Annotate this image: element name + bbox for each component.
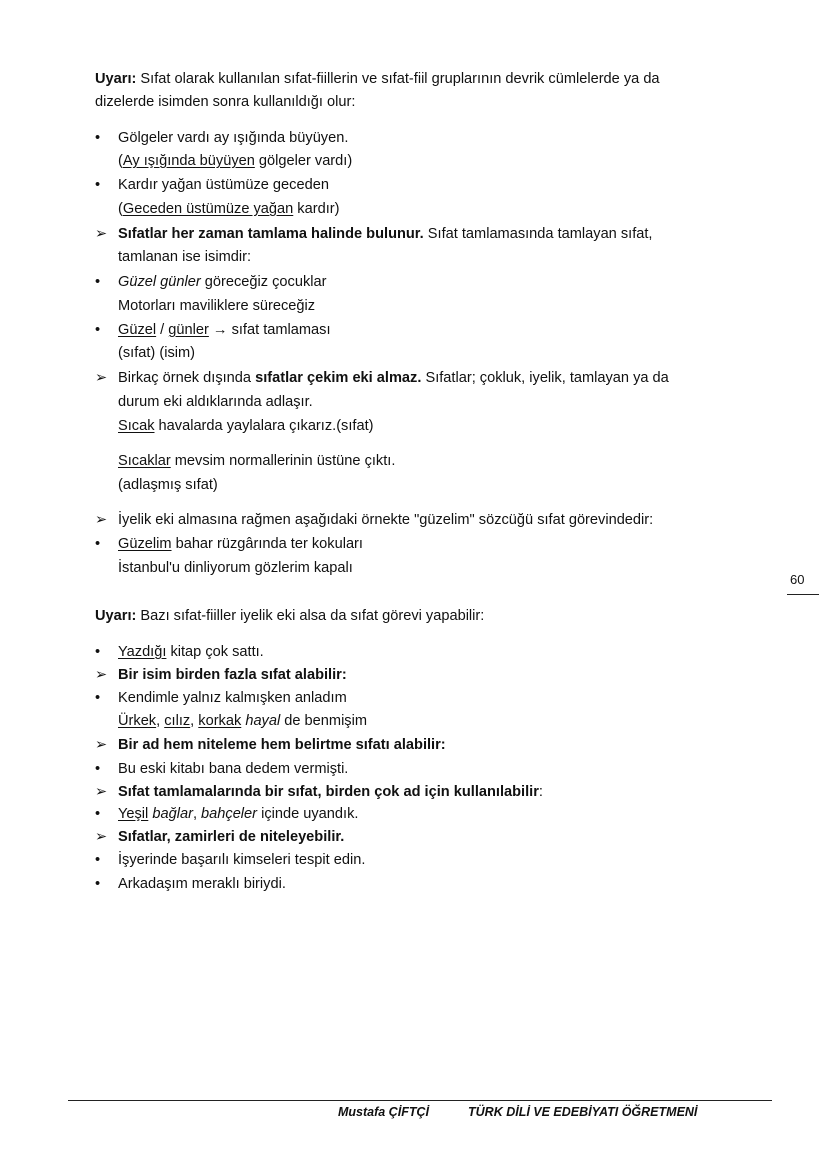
bullet-icon: • — [95, 852, 101, 868]
arrow-bullet-icon: ➢ — [95, 737, 108, 753]
text: Kardır yağan üstümüze geceden — [118, 177, 329, 193]
text-line — [118, 199, 339, 219]
text: İstanbul'u dinliyorum gözlerim kapalı — [118, 560, 353, 576]
arrow-bullet-icon: ➢ — [95, 667, 108, 683]
text: Arkadaşım meraklı biriydi. — [118, 876, 286, 892]
text-line — [118, 151, 352, 171]
bullet-icon: • — [95, 130, 101, 146]
text-line — [118, 558, 353, 578]
text-line — [118, 475, 218, 495]
bold-text: Bir ad hem niteleme hem belirtme sıfatı alabilir: — [118, 737, 446, 753]
underlined-text: Güzel — [118, 322, 157, 338]
bold-text: sıfatlar çekim eki almaz. — [255, 370, 422, 386]
underlined-text: Sıcaklar — [118, 453, 171, 469]
text: İyelik eki almasına rağmen aşağıdaki örnekte "güzelim" sözcüğü sıfat görevindedir: — [118, 512, 654, 528]
text: tamlanan ise isimdir: — [118, 249, 252, 265]
text: Bu eski kitabı bana dedem vermişti. — [118, 761, 349, 777]
list-item — [95, 224, 653, 244]
bold-text: Sıfatlar her zaman tamlama halinde bulunur. — [118, 226, 424, 242]
bold-text: Sıfat tamlamalarında bir sıfat, birden çok ad için kullanılabilir — [118, 784, 539, 800]
text-line — [95, 69, 660, 89]
text: Sıfat tamlamasında tamlayan sıfat, — [423, 226, 653, 242]
text-line — [118, 711, 367, 731]
bullet-icon: • — [95, 274, 101, 290]
list-item — [95, 782, 543, 802]
text: göreceğiz çocuklar — [200, 274, 327, 290]
italic-text: bağlar — [152, 806, 193, 822]
list-item — [95, 175, 329, 195]
text: ( — [118, 201, 123, 217]
text: içinde uyandık. — [257, 806, 359, 822]
list-item — [95, 850, 366, 870]
arrow-bullet-icon: ➢ — [95, 512, 108, 528]
list-item — [95, 534, 363, 554]
underlined-text: Yazdığı — [118, 644, 167, 660]
text: (adlaşmış sıfat) — [118, 477, 218, 493]
list-item — [95, 272, 327, 292]
text: Motorları maviliklere süreceğiz — [118, 298, 316, 314]
footer-role: TÜRK DİLİ VE EDEBİYATI ÖĞRETMENİ — [468, 1105, 698, 1119]
underlined-text: Ay ışığında büyüyen — [122, 153, 255, 169]
text-line — [118, 451, 395, 471]
text: havalarda yaylalara çıkarız.(sıfat) — [154, 418, 374, 434]
underlined-text: korkak — [198, 713, 242, 729]
italic-text: bahçeler — [201, 806, 258, 822]
list-item — [95, 665, 347, 685]
footer-author: Mustafa ÇİFTÇİ — [338, 1105, 429, 1119]
underlined-text: Geceden üstümüze yağan — [122, 201, 294, 217]
text: de benmişim — [280, 713, 368, 729]
text: ( — [118, 153, 123, 169]
bullet-icon: • — [95, 644, 101, 660]
bullet-icon: • — [95, 690, 101, 706]
bold-text: Uyarı: — [95, 608, 137, 624]
text-line — [118, 247, 251, 267]
text-line — [95, 606, 484, 626]
underlined-text: Sıcak — [118, 418, 155, 434]
text: : — [538, 784, 543, 800]
underlined-text: Ürkek — [118, 713, 157, 729]
bold-text: Uyarı: — [95, 71, 137, 87]
text: durum eki aldıklarında adlaşır. — [118, 394, 313, 410]
text: (sıfat) (isim) — [118, 345, 196, 361]
bullet-icon: • — [95, 536, 101, 552]
list-item — [95, 642, 264, 662]
bullet-icon: • — [95, 322, 101, 338]
text: gölgeler vardı) — [254, 153, 353, 169]
footer-divider — [68, 1100, 772, 1101]
text: bahar rüzgârında ter kokuları — [171, 536, 363, 552]
text-line — [118, 343, 195, 363]
list-item — [95, 368, 669, 388]
arrow-bullet-icon: ➢ — [95, 784, 108, 800]
bold-text: Bir isim birden fazla sıfat alabilir: — [118, 667, 347, 683]
list-item — [95, 320, 331, 340]
text: kitap çok sattı. — [166, 644, 264, 660]
text: Sıfat olarak kullanılan sıfat-fiillerin ve sıfat-fiil gruplarının devrik cümlelerde ya da — [136, 71, 660, 87]
list-item — [95, 827, 345, 847]
list-item — [95, 735, 446, 755]
text: / — [156, 322, 169, 338]
text-line — [118, 296, 315, 316]
text: mevsim normallerinin üstüne çıktı. — [170, 453, 396, 469]
bullet-icon: • — [95, 761, 101, 777]
bullet-icon: • — [95, 876, 101, 892]
underlined-text: cılız — [164, 713, 191, 729]
list-item — [95, 759, 349, 779]
text: Gölgeler vardı ay ışığında büyüyen. — [118, 130, 349, 146]
page-number-rule — [787, 594, 819, 595]
text: Bazı sıfat-fiiller iyelik eki alsa da sıfat görevi yapabilir: — [136, 608, 485, 624]
arrow-bullet-icon: ➢ — [95, 226, 108, 242]
arrow-bullet-icon: ➢ — [95, 829, 108, 845]
text-line — [95, 92, 355, 112]
text: Birkaç örnek dışında — [118, 370, 256, 386]
text: dizelerde isimden sonra kullanıldığı olur: — [95, 94, 356, 110]
text: , — [192, 806, 202, 822]
bullet-icon: • — [95, 177, 101, 193]
arrow-bullet-icon: ➢ — [95, 370, 108, 386]
text: kardır) — [293, 201, 340, 217]
list-item — [95, 128, 349, 148]
underlined-text: Yeşil — [118, 806, 149, 822]
text: , — [190, 713, 199, 729]
italic-text: Güzel günler — [118, 274, 201, 290]
list-item — [95, 688, 347, 708]
list-item — [95, 804, 359, 824]
text: Sıfatlar; çokluk, iyelik, tamlayan ya da — [421, 370, 669, 386]
bullet-icon: • — [95, 806, 101, 822]
list-item — [95, 510, 654, 530]
text: İşyerinde başarılı kimseleri tespit edin. — [118, 852, 366, 868]
underlined-text: Güzelim — [118, 536, 172, 552]
underlined-text: günler — [168, 322, 209, 338]
page-number: 60 — [790, 572, 805, 587]
text-line — [118, 392, 313, 412]
text: , — [156, 713, 165, 729]
italic-text: hayal — [245, 713, 281, 729]
text-line — [118, 416, 374, 436]
bold-text: Sıfatlar, zamirleri de niteleyebilir. — [118, 829, 345, 845]
text: → sıfat tamlaması — [208, 322, 331, 338]
list-item — [95, 874, 286, 894]
text: Kendimle yalnız kalmışken anladım — [118, 690, 347, 706]
